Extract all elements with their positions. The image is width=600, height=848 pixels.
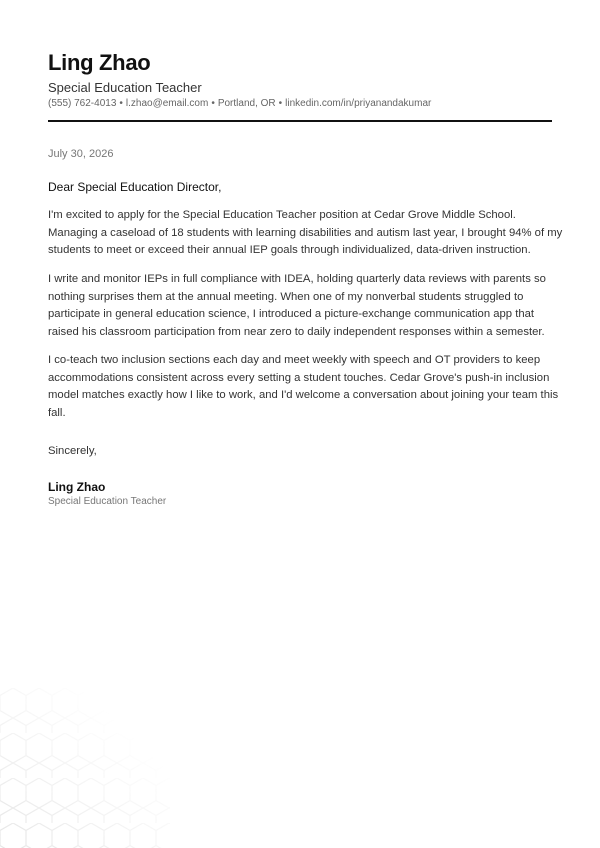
separator: • — [278, 98, 283, 109]
paragraph-line: nothing surprises them at the annual meeting. When one of my nonverbal students struggled to — [48, 290, 524, 303]
paragraph-line: Managing a caseload of 18 students with learning disabilities and autism last year, I brought 94% of my — [48, 226, 563, 239]
applicant-title: Special Education Teacher — [48, 80, 202, 95]
signature-name: Ling Zhao — [48, 480, 106, 494]
location-text: Portland, OR — [217, 98, 276, 109]
separator: • — [211, 98, 215, 109]
letter-greeting: Dear Special Education Director, — [48, 180, 222, 194]
paragraph-line: participate in general education science, I introduced a picture-exchange communication app that — [48, 308, 535, 320]
paragraph-line: I write and monitor IEPs in full compliance with IDEA, holding quarterly data reviews with parents so — [48, 273, 546, 285]
phone-text: (555) 762-4013 — [48, 98, 117, 109]
letter-date: July 30, 2026 — [48, 148, 114, 160]
paragraph-line: I co-teach two inclusion sections each day and meet weekly with speech and OT providers to keep — [48, 354, 541, 366]
applicant-name: Ling Zhao — [48, 50, 151, 75]
paragraph-line: raised his classroom participation from near zero to daily independent responses within a semester. — [48, 325, 545, 338]
letter-closing: Sincerely, — [48, 445, 97, 457]
paragraph-line: students to meet or exceed their annual IEP goals through individualized, data-driven instruction. — [48, 244, 531, 256]
header-divider — [48, 120, 552, 122]
email-text: l.zhao@email.com — [125, 98, 209, 109]
body-paragraph-2 — [48, 271, 552, 341]
body-paragraph-3 — [48, 352, 559, 422]
paragraph-line: accommodations consistent across every setting a student touches. Cedar Grove's push-in inclusion — [48, 371, 550, 384]
hexagon-pattern-icon — [0, 688, 170, 848]
separator: • — [119, 98, 123, 109]
signature-title: Special Education Teacher — [48, 496, 167, 507]
contact-line — [48, 98, 431, 109]
body-paragraph-1 — [48, 207, 563, 260]
paragraph-line: fall. — [48, 406, 66, 419]
paragraph-line: I'm excited to apply for the Special Education Teacher position at Cedar Grove Middle School. — [48, 209, 516, 221]
paragraph-line: model matches exactly how I like to work, and I'd welcome a conversation about joining your team this — [48, 389, 559, 401]
linkedin-text: linkedin.com/in/priyanandakumar — [285, 98, 432, 109]
